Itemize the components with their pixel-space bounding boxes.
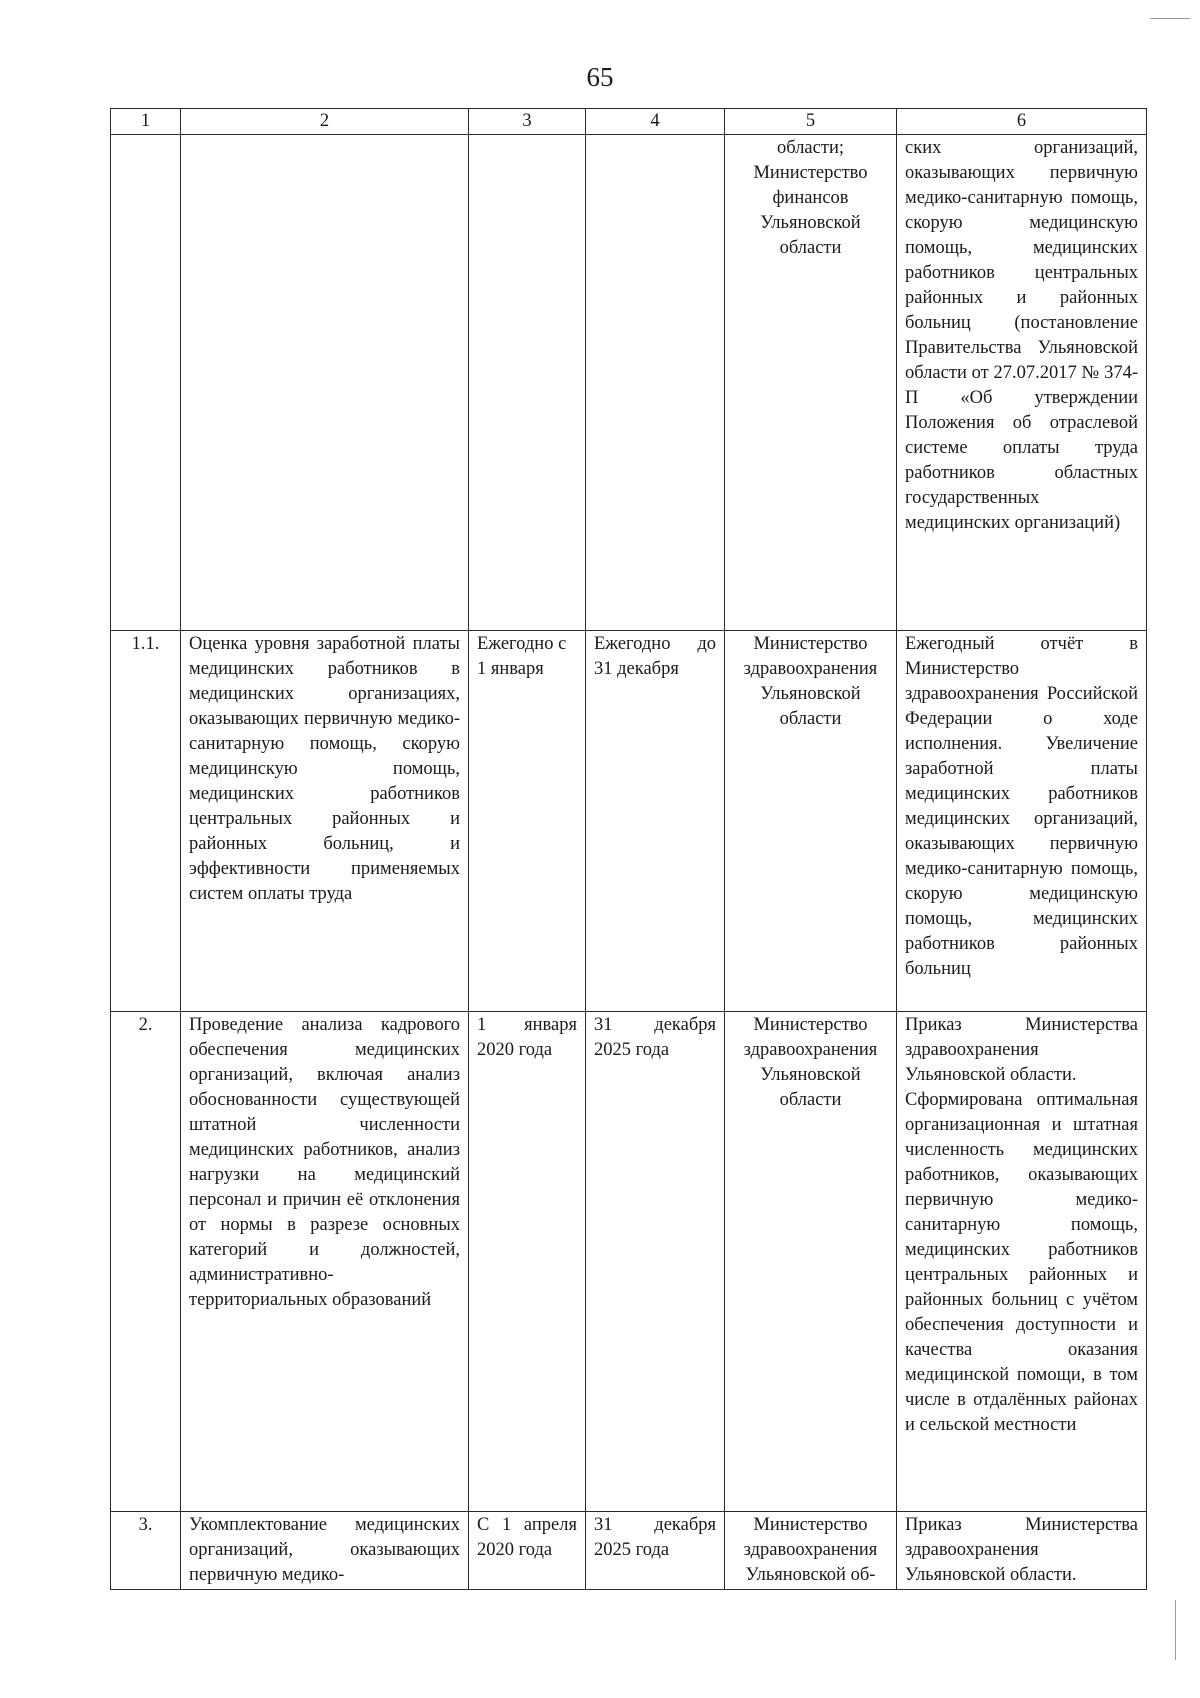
table-row [111, 631, 1147, 1012]
column-header: 1 [111, 109, 181, 135]
column-header: 4 [586, 109, 725, 135]
row-number: 3. [111, 1512, 181, 1590]
scan-mark [1150, 18, 1190, 19]
result-cell: Приказ Министерства здравоохранения Ульяновской области. [897, 1512, 1147, 1590]
row-number [111, 135, 181, 631]
activity-cell [181, 135, 469, 631]
responsible-cell: Министерство здравоохранения Ульяновской об- [725, 1512, 897, 1590]
document-table [110, 108, 1147, 1590]
end-date-cell: Ежегодно до 31 декабря [586, 631, 725, 1012]
scan-mark [1175, 1600, 1176, 1660]
end-date-cell [586, 135, 725, 631]
page-number: 65 [586, 62, 614, 92]
end-date-cell: 31 декабря 2025 года [586, 1012, 725, 1512]
row-number: 1.1. [111, 631, 181, 1012]
result-cell [897, 1012, 1147, 1512]
column-header: 3 [469, 109, 586, 135]
end-date-cell: 31 декабря 2025 года [586, 1512, 725, 1590]
table-row [111, 135, 1147, 631]
column-header: 2 [181, 109, 469, 135]
activity-cell: Оценка уровня заработной платы медицинских работников в медицинских организациях, оказывающих первичную медико-санитарную помощь, скорую медицинскую помощь, медицинских работников центральных районных и районных больниц, и эффективности применяемых систем оплаты труда [181, 631, 469, 1012]
table-row [111, 1512, 1147, 1590]
activity-cell: Проведение анализа кадрового обеспечения медицинских организаций, включая анализ обоснованности существующей штатной численности медицинских работников, анализ нагрузки на медицинский персонал и причин её отклонения от нормы в разрезе основных категорий и должностей, административно-территориальных образований [181, 1012, 469, 1512]
start-date-cell [469, 135, 586, 631]
start-date-cell: Ежегодно с 1 января [469, 631, 586, 1012]
table-row [111, 1012, 1147, 1512]
column-header: 5 [725, 109, 897, 135]
row-number: 2. [111, 1012, 181, 1512]
result-cell: ских организаций, оказывающих первичную медико-санитарную помощь, скорую медицинскую помощь, медицинских работников центральных районных и районных больниц (постановление Правительства Ульяновской области от 27.07.2017 № 374-П «Об утверждении Положения об отраслевой системе оплаты труда работников областных государственных медицинских организаций) [897, 135, 1147, 631]
result-cell: Ежегодный отчёт в Министерство здравоохранения Российской Федерации о ходе исполнения. Увеличение заработной платы медицинских работников медицинских организаций, оказывающих первичную медико-санитарную помощь, скорую медицинскую помощь, медицинских работников районных больниц [897, 631, 1147, 1012]
activity-cell: Укомплектование медицинских организаций, оказывающих первичную медико- [181, 1512, 469, 1590]
result-text-line2: Сформирована оптимальная организационная и штатная численность медицинских работников, оказывающих первичную медико-санитарную помощь, медицинских работников центральных районных и районных больниц с учётом обеспечения доступности и качества оказания медицинской помощи, в том числе в отдалённых районах и сельской местности [905, 1090, 1138, 1435]
column-header: 6 [897, 109, 1147, 135]
start-date-cell: 1 января 2020 года [469, 1012, 586, 1512]
responsible-cell: Министерство здравоохранения Ульяновской области [725, 631, 897, 1012]
result-text-line1: Приказ Министерства здравоохранения Ульяновской области. [905, 1015, 1138, 1085]
responsible-cell: области; Министерство финансов Ульяновской области [725, 135, 897, 631]
table-header-row [111, 109, 1147, 135]
responsible-cell: Министерство здравоохранения Ульяновской области [725, 1012, 897, 1512]
start-date-cell: С 1 апреля 2020 года [469, 1512, 586, 1590]
